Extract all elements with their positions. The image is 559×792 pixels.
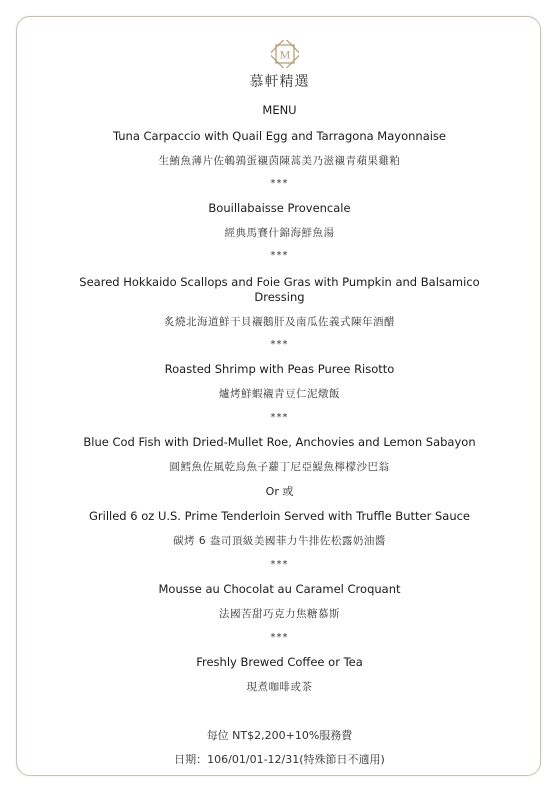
or-divider: Or 或 [265, 485, 294, 498]
course-3-en-line1: Seared Hokkaido Scallops and Foie Gras with Pumpkin and Balsamico [79, 275, 480, 289]
separator: *** [270, 250, 289, 261]
course-7-en: Mousse au Chocolat au Caramel Croquant [158, 582, 401, 596]
course-2-zh: 經典馬賽什錦海鮮魚湯 [224, 227, 335, 239]
course-1-en: Tuna Carpaccio with Quail Egg and Tarragona Mayonnaise [112, 129, 447, 143]
menu-heading: MENU [262, 103, 297, 117]
course-5-en: Blue Cod Fish with Dried-Mullet Roe, Anchovies and Lemon Sabayon [83, 435, 476, 449]
course-4-zh: 爐烤鮮蝦襯青豆仁泥燉飯 [219, 388, 340, 400]
course-6-zh: 碳烤 6 盎司頂級美國菲力牛排佐松露奶油醬 [173, 535, 386, 547]
brand-logo-icon [271, 40, 299, 68]
logo-letter: M [279, 47, 291, 62]
separator: *** [270, 632, 289, 643]
course-7-zh: 法國苦甜巧克力焦糖慕斯 [219, 608, 340, 620]
course-2-en: Bouillabaisse Provencale [208, 201, 351, 215]
course-8-zh: 現煮咖啡或茶 [246, 681, 313, 693]
course-6-en: Grilled 6 oz U.S. Prime Tenderloin Served with Truffle Butter Sauce [88, 509, 471, 523]
date-text: 日期：106/01/01-12/31(特殊節日不適用) [174, 753, 385, 766]
course-3-en-line2: Dressing [254, 290, 305, 304]
course-5-zh: 圓鱈魚佐風乾烏魚子蘿丁尼亞鯷魚檸檬沙巴翁 [169, 461, 390, 473]
course-4-en: Roasted Shrimp with Peas Puree Risotto [164, 362, 395, 376]
separator: *** [270, 559, 289, 570]
course-1-zh: 生鮪魚薄片佐鵪鶉蛋襯茵陳蒿美乃滋襯青蘋果雞粕 [158, 155, 401, 167]
price-text: 每位 NT$2,200+10%服務費 [206, 729, 353, 742]
separator: *** [270, 178, 289, 189]
brand-name: 慕軒精選 [249, 74, 310, 90]
separator: *** [270, 339, 289, 350]
course-8-en: Freshly Brewed Coffee or Tea [196, 655, 363, 669]
separator: *** [270, 412, 289, 423]
course-3-zh: 炙燒北海道鮮干貝襯鵝肝及南瓜佐義式陳年酒醋 [164, 316, 395, 328]
